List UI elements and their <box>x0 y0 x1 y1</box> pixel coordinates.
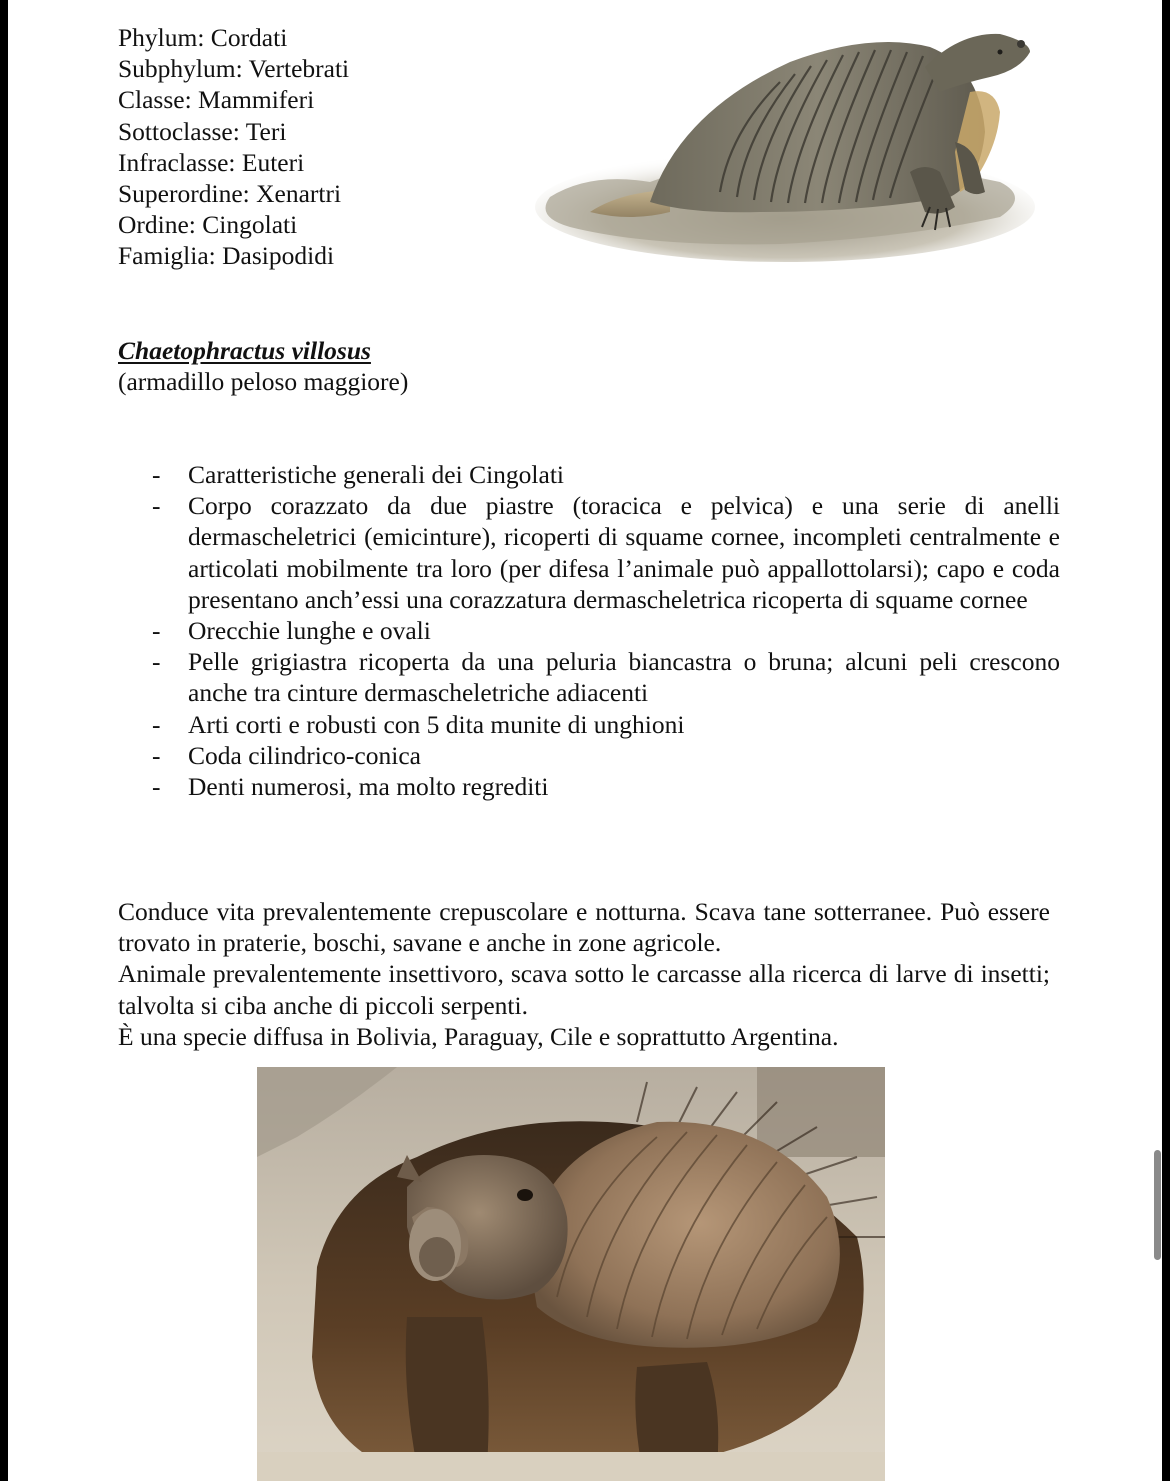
list-item <box>118 459 1060 490</box>
list-item-text: Coda cilindrico-conica <box>188 740 421 770</box>
species-heading <box>118 335 408 397</box>
list-item <box>118 709 1060 740</box>
list-item-text: Corpo corazzato da due piastre (toracica e pelvica) e una serie di anelli dermascheletrici (emicinture), ricoperti di squame cornee, incompleti centralmente e articolati mobilmente tra loro (per difesa l’animale può appallottolarsi); capo e coda presentano anch’essi una corazzatura dermascheletrica ricoperta di squame cornee <box>188 491 1060 614</box>
list-item-text: Arti corti e robusti con 5 dita munite di unghioni <box>188 709 685 739</box>
bullet-dash: - <box>152 740 161 770</box>
taxonomy-order: Ordine: Cingolati <box>118 210 298 240</box>
list-item <box>118 646 1060 708</box>
bullet-dash: - <box>152 772 161 802</box>
paragraph-distribution: È una specie diffusa in Bolivia, Paraguay, Cile e soprattutto Argentina. <box>118 1021 839 1051</box>
characteristics-list <box>118 459 1060 802</box>
taxonomy-class: Classe: Mammiferi <box>118 85 315 115</box>
taxonomy-subclass: Sottoclasse: Teri <box>118 116 287 146</box>
taxonomy-phylum: Phylum: Cordati <box>118 23 288 52</box>
paragraph-diet: Animale prevalentemente insettivoro, scava sotto le carcasse alla ricerca di larve di insetti; talvolta si ciba anche di piccoli serpenti. <box>118 959 1050 1020</box>
list-item <box>118 615 1060 646</box>
bullet-dash: - <box>152 709 161 739</box>
species-scientific-name: Chaetophractus villosus <box>118 336 371 365</box>
species-common-name: (armadillo peloso maggiore) <box>118 367 409 397</box>
armadillo-illustration <box>530 22 1040 264</box>
taxonomy-infraclass: Infraclasse: Euteri <box>118 147 305 177</box>
taxonomy-list <box>118 22 538 272</box>
list-item-text: Caratteristiche generali dei Cingolati <box>188 460 564 489</box>
document-page <box>8 0 1162 1481</box>
list-item <box>118 771 1060 802</box>
bullet-dash: - <box>152 460 161 489</box>
paragraph-habits: Conduce vita prevalentemente crepuscolare e notturna. Scava tane sotterranee. Può essere trovato in praterie, boschi, savane e anche in zone agricole. <box>118 897 1050 958</box>
bullet-dash: - <box>152 491 161 521</box>
list-item-text: Orecchie lunghe e ovali <box>188 616 431 646</box>
taxonomy-family: Famiglia: Dasipodidi <box>118 241 335 271</box>
bullet-dash: - <box>152 647 161 677</box>
list-item-text: Pelle grigiastra ricoperta da una peluria biancastra o bruna; alcuni peli crescono anche tra cinture dermascheletriche adiacenti <box>188 647 1060 708</box>
taxonomy-superorder: Superordine: Xenartri <box>118 179 342 209</box>
description-paragraphs <box>118 896 1050 1052</box>
list-item <box>118 490 1060 615</box>
bullet-dash: - <box>152 616 161 646</box>
scrollbar-thumb[interactable] <box>1154 1150 1161 1260</box>
armadillo-photo <box>257 1067 885 1481</box>
taxonomy-subphylum: Subphylum: Vertebrati <box>118 54 350 84</box>
list-item <box>118 740 1060 771</box>
list-item-text: Denti numerosi, ma molto regrediti <box>188 772 549 802</box>
